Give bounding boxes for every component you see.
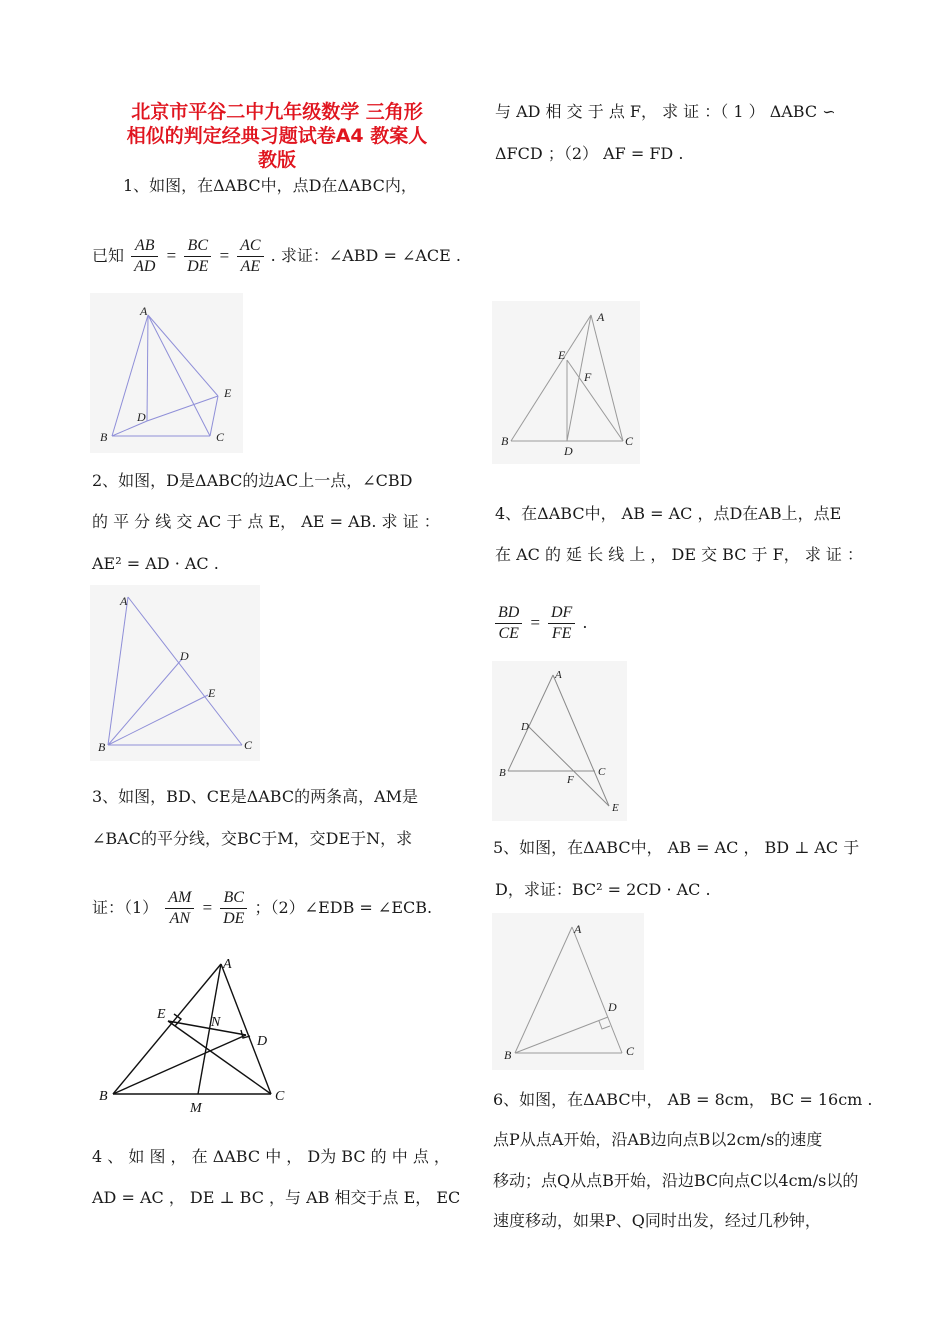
label-B: B [99, 1089, 108, 1104]
problem-3-prefix: 证：（1） [92, 898, 159, 917]
fraction [237, 236, 263, 277]
label-C: C [275, 1089, 285, 1104]
label-D: D [180, 649, 189, 663]
label-C: C [626, 1044, 635, 1058]
label-B: B [501, 434, 509, 448]
label-B: B [504, 1048, 512, 1062]
label-A: A [223, 957, 232, 972]
title-line-2: 相似的判定经典习题试卷A4 教案人 [126, 125, 428, 147]
fraction [495, 603, 522, 644]
label-E: E [157, 1007, 166, 1022]
problem-2-line-3: AE² = AD · AC . [92, 554, 219, 573]
denominator: DE [223, 910, 245, 927]
numerator: BD [495, 603, 522, 624]
problem-4-line-1: 4 、 如 图 ， 在 ΔABC 中 ， D为 BC 的 中 点 ， [92, 1147, 450, 1166]
problem-7-line-1: 6、如图，在ΔABC中， AB = 8cm， BC = 16cm . [493, 1090, 873, 1109]
numerator: BC [220, 888, 247, 909]
problem-3-line-3: 证：（1） $\frac{AM}{AN}$ = $\frac{BC}{DE}$ ；（2）∠EDB = ∠ECB. [92, 889, 433, 927]
label-M: M [190, 1101, 202, 1116]
problem-1-suffix: . 求证：∠ABD = ∠ACE . [270, 246, 462, 265]
problem-6-line-2: D，求证：BC² = 2CD · AC . [495, 880, 711, 899]
problem-5-line-1: 4、在ΔABC中， AB = AC ，点D在AB上，点E [495, 504, 842, 523]
label-D: D [564, 444, 573, 458]
denominator: AD [134, 258, 156, 275]
problem-4-line-2: AD = AC ， DE ⊥ BC ，与 AB 相交于点 E， EC [92, 1188, 461, 1207]
problem-6-line-1: 5、如图，在ΔABC中， AB = AC ， BD ⊥ AC 于 [493, 838, 860, 857]
problem-7-line-2: 点P从点A开始，沿AB边向点B以2cm/s的速度 [493, 1130, 823, 1149]
label-E: E [558, 348, 566, 362]
problem-1-prefix: 已知 [92, 246, 125, 265]
problem-2-line-2: 的 平 分 线 交 AC 于 点 E， AE = AB. 求 证 ： [92, 512, 440, 531]
numerator: AB [131, 236, 158, 257]
numerator: DF [548, 603, 575, 624]
fraction [220, 888, 247, 929]
label-C: C [244, 738, 253, 752]
problem-5-suffix: . [582, 613, 588, 632]
label-E: E [208, 686, 216, 700]
figure-1 [90, 293, 243, 453]
label-D: D [521, 721, 529, 733]
fraction [165, 888, 194, 929]
label-A: A [574, 922, 582, 936]
label-B: B [499, 767, 506, 779]
numerator: AC [237, 236, 263, 257]
denominator: AN [169, 910, 191, 927]
label-D: D [608, 1000, 617, 1014]
problem-5-line-2: 在 AC 的 延 长 线 上 ， DE 交 BC 于 F， 求 证 ： [495, 545, 863, 564]
problem-3-suffix: ；（2）∠EDB = ∠ECB. [254, 898, 433, 917]
problem-4-line-3: 与 AD 相 交 于 点 F， 求 证 ：（ 1 ） ΔABC ∽ [495, 102, 836, 121]
problem-1-line-2: 已知 $\frac{AB}{AD}$ = $\frac{BC}{DE}$ = $\frac{AC}{AE}$ . 求证：∠ABD = ∠ACE . [92, 237, 462, 275]
label-D: D [257, 1034, 268, 1049]
fraction [131, 236, 158, 277]
denominator: DE [187, 258, 209, 275]
problem-7-line-3: 移动；点Q从点B开始，沿边BC向点C以4cm/s以的 [493, 1171, 859, 1190]
problem-1-line-1: 1、如图，在ΔABC中，点D在ΔABC内， [123, 176, 417, 195]
label-N: N [211, 1015, 221, 1030]
label-C: C [216, 430, 225, 444]
denominator: AE [240, 258, 261, 275]
title-line-3: 教版 [257, 149, 296, 171]
numerator: BC [184, 236, 211, 257]
label-A: A [120, 594, 128, 608]
problem-5-line-3: $\frac{BD}{CE}$ = $\frac{DF}{FE}$ . [493, 603, 588, 644]
label-A: A [597, 310, 605, 324]
problem-7-line-4: 速度移动，如果P、Q同时出发，经过几秒钟， [493, 1211, 821, 1230]
figure-6 [492, 913, 644, 1070]
title-line-1: 北京市平谷二中九年级数学 三角形 [131, 101, 423, 123]
label-B: B [100, 430, 108, 444]
denominator: FE [551, 625, 572, 642]
label-E: E [224, 386, 232, 400]
label-D: D [137, 410, 146, 424]
figure-4 [492, 301, 640, 464]
figure-3 [95, 950, 295, 1118]
fraction [548, 603, 575, 644]
label-B: B [98, 740, 106, 754]
problem-3-line-1: 3、如图，BD、CE是ΔABC的两条高，AM是 [92, 787, 419, 806]
problem-2-line-1: 2、如图，D是ΔABC的边AC上一点，∠CBD [92, 471, 413, 490]
numerator: AM [165, 888, 194, 909]
page-title [92, 100, 462, 172]
fraction [184, 236, 211, 277]
figure-2 [90, 585, 260, 761]
problem-3-line-2: ∠BAC的平分线，交BC于M，交DE于N，求 [92, 829, 413, 848]
label-F: F [567, 774, 574, 786]
label-C: C [598, 766, 606, 778]
label-C: C [625, 434, 634, 448]
label-E: E [612, 802, 619, 814]
label-A: A [555, 669, 562, 681]
denominator: CE [498, 625, 519, 642]
problem-4-line-4: ΔFCD ；（2） AF = FD . [495, 144, 684, 163]
label-A: A [140, 304, 148, 318]
figure-5 [492, 661, 627, 821]
label-F: F [584, 370, 592, 384]
